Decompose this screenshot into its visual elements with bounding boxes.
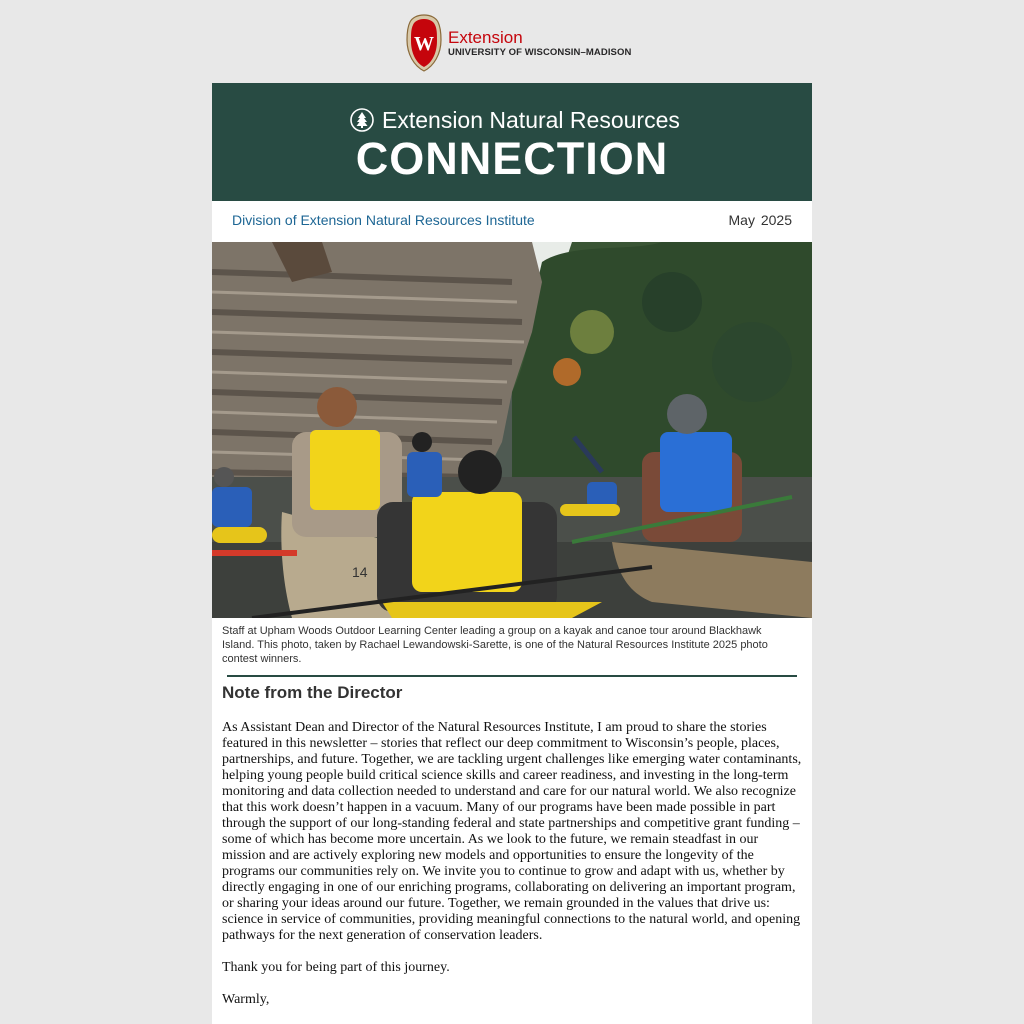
university-wordmark: UNIVERSITY OF WISCONSIN–MADISON: [448, 46, 632, 58]
article-title: Note from the Director: [222, 683, 403, 702]
newsletter-card: [212, 83, 812, 1024]
svg-text:W: W: [414, 33, 434, 55]
meta-row: [212, 201, 812, 242]
svg-text:14: 14: [352, 564, 368, 580]
newsletter-banner: [212, 83, 812, 201]
header-logo-bar: [0, 0, 1024, 83]
extension-wordmark: Extension: [448, 27, 523, 47]
banner-title: CONNECTION: [355, 133, 669, 184]
tree-icon: [350, 108, 374, 132]
banner-subtitle: Extension Natural Resources: [382, 107, 680, 133]
article-paragraph: As Assistant Dean and Director of the Natural Resources Institute, I am proud to share the stories featured in this newsletter – stories that reflect our deep commitment to Wisconsin’s people, places, partnerships, and future. Together, we are tackling urgent challenges like emerging water contaminants, helping young people build critical science skills and career readiness, and investing in the long-term monitoring and data collection needed to understand and care for our natural world. We also recognize that this work doesn’t happen in a vacuum. Many of our programs have been made possible in part through the support of our long-standing federal and state partnerships and competitive grant funding – some of which has become more uncertain. As we look to the future, we remain steadfast in our mission and are actively exploring new models and opportunities to ensure the longevity of the programs our communities rely on. We invite you to continue to grow and adapt with us, whether by directly engaging in one of our enriching programs, collaborating on delivering an important program, or sharing your ideas around our future. Together, we remain grounded in the values that drive us: science in service of communities, providing meaningful connections to the natural world, and opening pathways for the next generation of conservation leaders.: [222, 720, 802, 943]
issue-date: May 2025: [728, 212, 792, 228]
article-signoff: Warmly,: [222, 992, 270, 1007]
kayak-tour-photo: [212, 242, 812, 618]
article-paragraph: Thank you for being part of this journey.: [222, 960, 450, 975]
article-body: [222, 720, 804, 1024]
uw-crest-icon: [406, 14, 442, 72]
division-link[interactable]: Division of Extension Natural Resources Institute: [232, 212, 535, 228]
photo-caption: Staff at Upham Woods Outdoor Learning Center leading a group on a kayak and canoe tour around Blackhawk Island. This photo, taken by Rachael Lewandowski-Sarette, is one of the Natural Resources Institute 2025 photo contest winners.: [222, 625, 768, 665]
section-divider: [227, 675, 797, 677]
extension-logo[interactable]: [406, 14, 631, 72]
